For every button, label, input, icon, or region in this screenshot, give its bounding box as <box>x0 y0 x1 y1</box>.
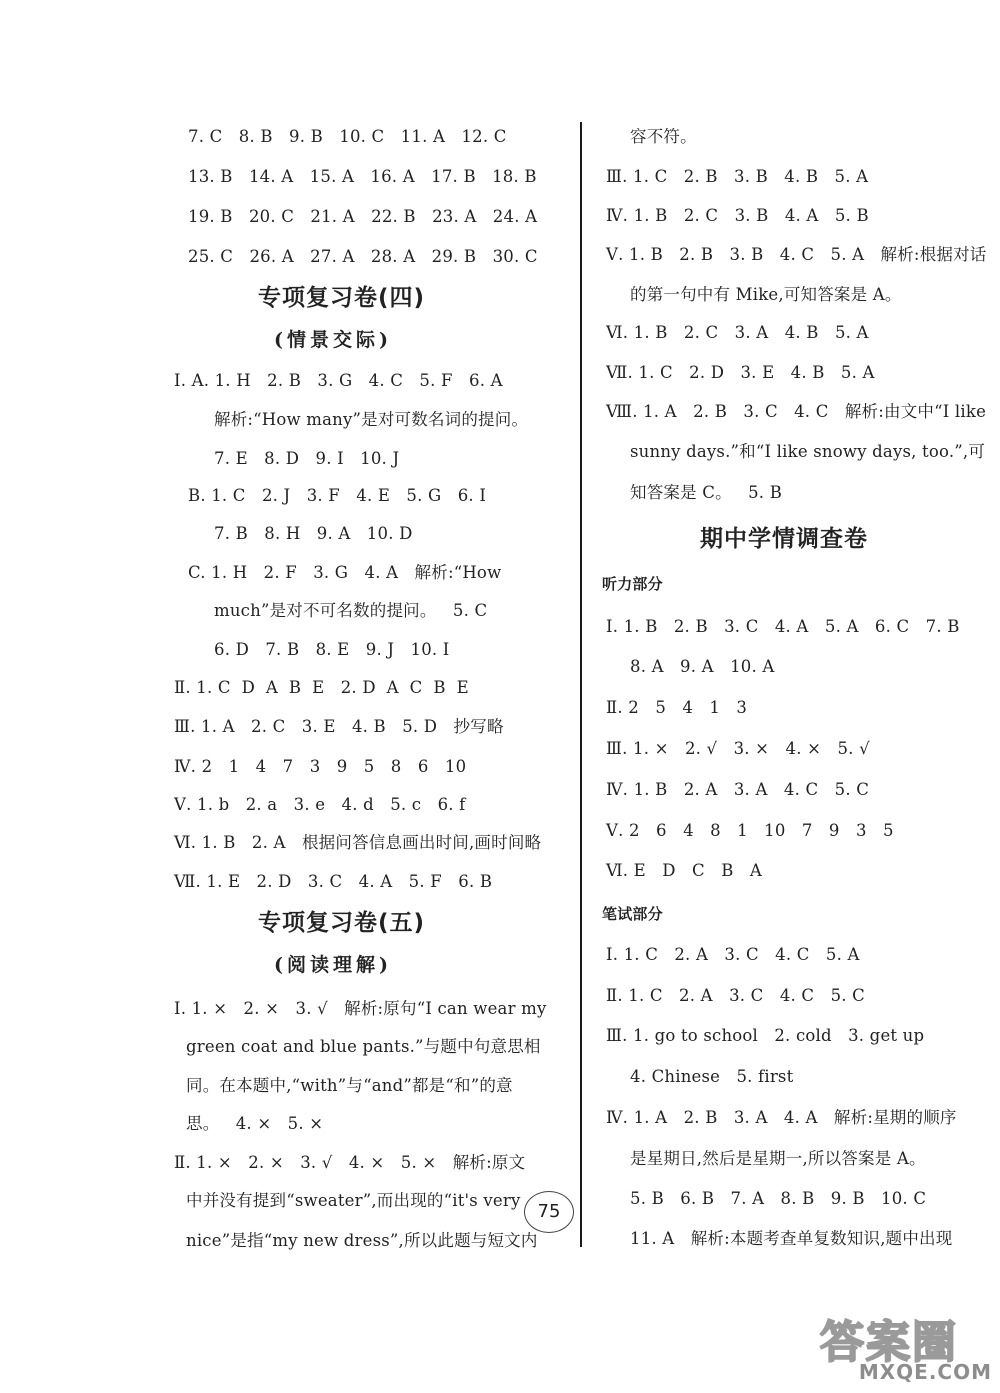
right-answer-line: Ⅶ. 1. C 2. D 3. E 4. B 5. A <box>606 363 875 382</box>
watermark-main: 答案圈 <box>820 1317 958 1368</box>
left-answer-line: 同。在本题中,“with”与“and”都是“和”的意 <box>186 1076 513 1095</box>
watermark-url: MXQE.COM <box>858 1360 992 1384</box>
right-answer-line: Ⅳ. 1. B 2. A 3. A 4. C 5. C <box>606 780 870 799</box>
left-answer-line: nice”是指“my new dress”,所以此题与短文内 <box>186 1231 538 1250</box>
right-answer-line: 8. A 9. A 10. A <box>630 657 775 676</box>
left-answer-line: Ⅳ. 2 1 4 7 3 9 5 8 6 10 <box>174 757 467 776</box>
right-answer-line: 4. Chinese 5. first <box>630 1067 794 1086</box>
left-answer-line: 思。 4. × 5. × <box>186 1114 324 1133</box>
left-answer-line: Ⅱ. 1. × 2. × 3. √ 4. × 5. × 解析:原文 <box>174 1153 526 1172</box>
left-answer-line: Ⅵ. 1. B 2. A 根据问答信息画出时间,画时间略 <box>174 833 542 852</box>
left-answer-line: 6. D 7. B 8. E 9. J 10. I <box>214 640 450 659</box>
page-number: 75 <box>524 1191 574 1233</box>
left-section-subheading: (情景交际) <box>274 329 392 351</box>
left-answer-line: B. 1. C 2. J 3. F 4. E 5. G 6. I <box>188 486 487 505</box>
left-answer-line: Ⅰ. A. 1. H 2. B 3. G 4. C 5. F 6. A <box>174 371 503 390</box>
right-answer-line: 知答案是 C。 5. B <box>630 483 783 502</box>
left-answer-line: 7. E 8. D 9. I 10. J <box>214 449 400 468</box>
left-answer-line: 25. C 26. A 27. A 28. A 29. B 30. C <box>188 247 538 266</box>
left-section-subheading: (阅读理解) <box>274 954 392 976</box>
column-divider <box>580 122 582 1247</box>
left-section-heading: 专项复习卷(五) <box>258 910 426 936</box>
left-answer-line: Ⅴ. 1. b 2. a 3. e 4. d 5. c 6. f <box>174 795 466 814</box>
right-answer-line: Ⅵ. 1. B 2. C 3. A 4. B 5. A <box>606 323 869 342</box>
right-answer-line: Ⅷ. 1. A 2. B 3. C 4. C 解析:由文中“I like <box>606 402 987 421</box>
right-answer-line: Ⅵ. E D C B A <box>606 861 762 880</box>
right-answer-line: Ⅲ. 1. C 2. B 3. B 4. B 5. A <box>606 167 869 186</box>
right-answer-line: 是星期日,然后是星期一,所以答案是 A。 <box>630 1149 926 1168</box>
right-answer-line: 5. B 6. B 7. A 8. B 9. B 10. C <box>630 1189 927 1208</box>
right-answer-line: Ⅰ. 1. C 2. A 3. C 4. C 5. A <box>606 945 860 964</box>
right-section-heading: 期中学情调查卷 <box>700 526 868 552</box>
right-answer-line: Ⅱ. 1. C 2. A 3. C 4. C 5. C <box>606 986 865 1005</box>
left-answer-line: Ⅲ. 1. A 2. C 3. E 4. B 5. D 抄写略 <box>174 717 504 736</box>
left-answer-line: Ⅱ. 1. C D A B E 2. D A C B E <box>174 678 469 697</box>
right-answer-line: Ⅴ. 2 6 4 8 1 10 7 9 3 5 <box>606 821 894 840</box>
right-answer-line: Ⅲ. 1. go to school 2. cold 3. get up <box>606 1026 925 1045</box>
right-answer-line: Ⅰ. 1. B 2. B 3. C 4. A 5. A 6. C 7. B <box>606 617 960 636</box>
right-answer-line: Ⅴ. 1. B 2. B 3. B 4. C 5. A 解析:根据对话 <box>606 245 987 264</box>
right-answer-line: Ⅳ. 1. B 2. C 3. B 4. A 5. B <box>606 206 869 225</box>
watermark-logo <box>820 1306 996 1390</box>
right-answer-line: Ⅱ. 2 5 4 1 3 <box>606 698 748 717</box>
left-answer-line: 13. B 14. A 15. A 16. A 17. B 18. B <box>188 167 537 186</box>
right-part-label: 听力部分 <box>602 575 663 593</box>
left-section-heading: 专项复习卷(四) <box>258 285 426 311</box>
left-answer-line: Ⅰ. 1. × 2. × 3. √ 解析:原句“I can wear my <box>174 999 547 1018</box>
right-answer-line: 容不符。 <box>630 127 697 146</box>
right-part-label: 笔试部分 <box>602 905 663 923</box>
right-answer-line: Ⅲ. 1. × 2. √ 3. × 4. × 5. √ <box>606 739 870 758</box>
left-answer-line: 19. B 20. C 21. A 22. B 23. A 24. A <box>188 207 538 226</box>
left-answer-line: much”是对不可名数的提问。 5. C <box>214 601 488 620</box>
right-answer-line: Ⅳ. 1. A 2. B 3. A 4. A 解析:星期的顺序 <box>606 1108 957 1127</box>
right-answer-line: sunny days.”和“I like snowy days, too.”,可 <box>630 442 986 461</box>
left-answer-line: 7. C 8. B 9. B 10. C 11. A 12. C <box>188 127 507 146</box>
left-answer-line: Ⅶ. 1. E 2. D 3. C 4. A 5. F 6. B <box>174 872 493 891</box>
right-answer-line: 的第一句中有 Mike,可知答案是 A。 <box>630 285 902 304</box>
left-answer-line: 解析:“How many”是对可数名词的提问。 <box>214 410 529 429</box>
left-answer-line: C. 1. H 2. F 3. G 4. A 解析:“How <box>188 563 502 582</box>
left-answer-line: green coat and blue pants.”与题中句意思相 <box>186 1037 541 1056</box>
right-answer-line: 11. A 解析:本题考查单复数知识,题中出现 <box>630 1229 953 1248</box>
left-answer-line: 中并没有提到“sweater”,而出现的“it's very <box>186 1191 521 1210</box>
left-answer-line: 7. B 8. H 9. A 10. D <box>214 524 413 543</box>
